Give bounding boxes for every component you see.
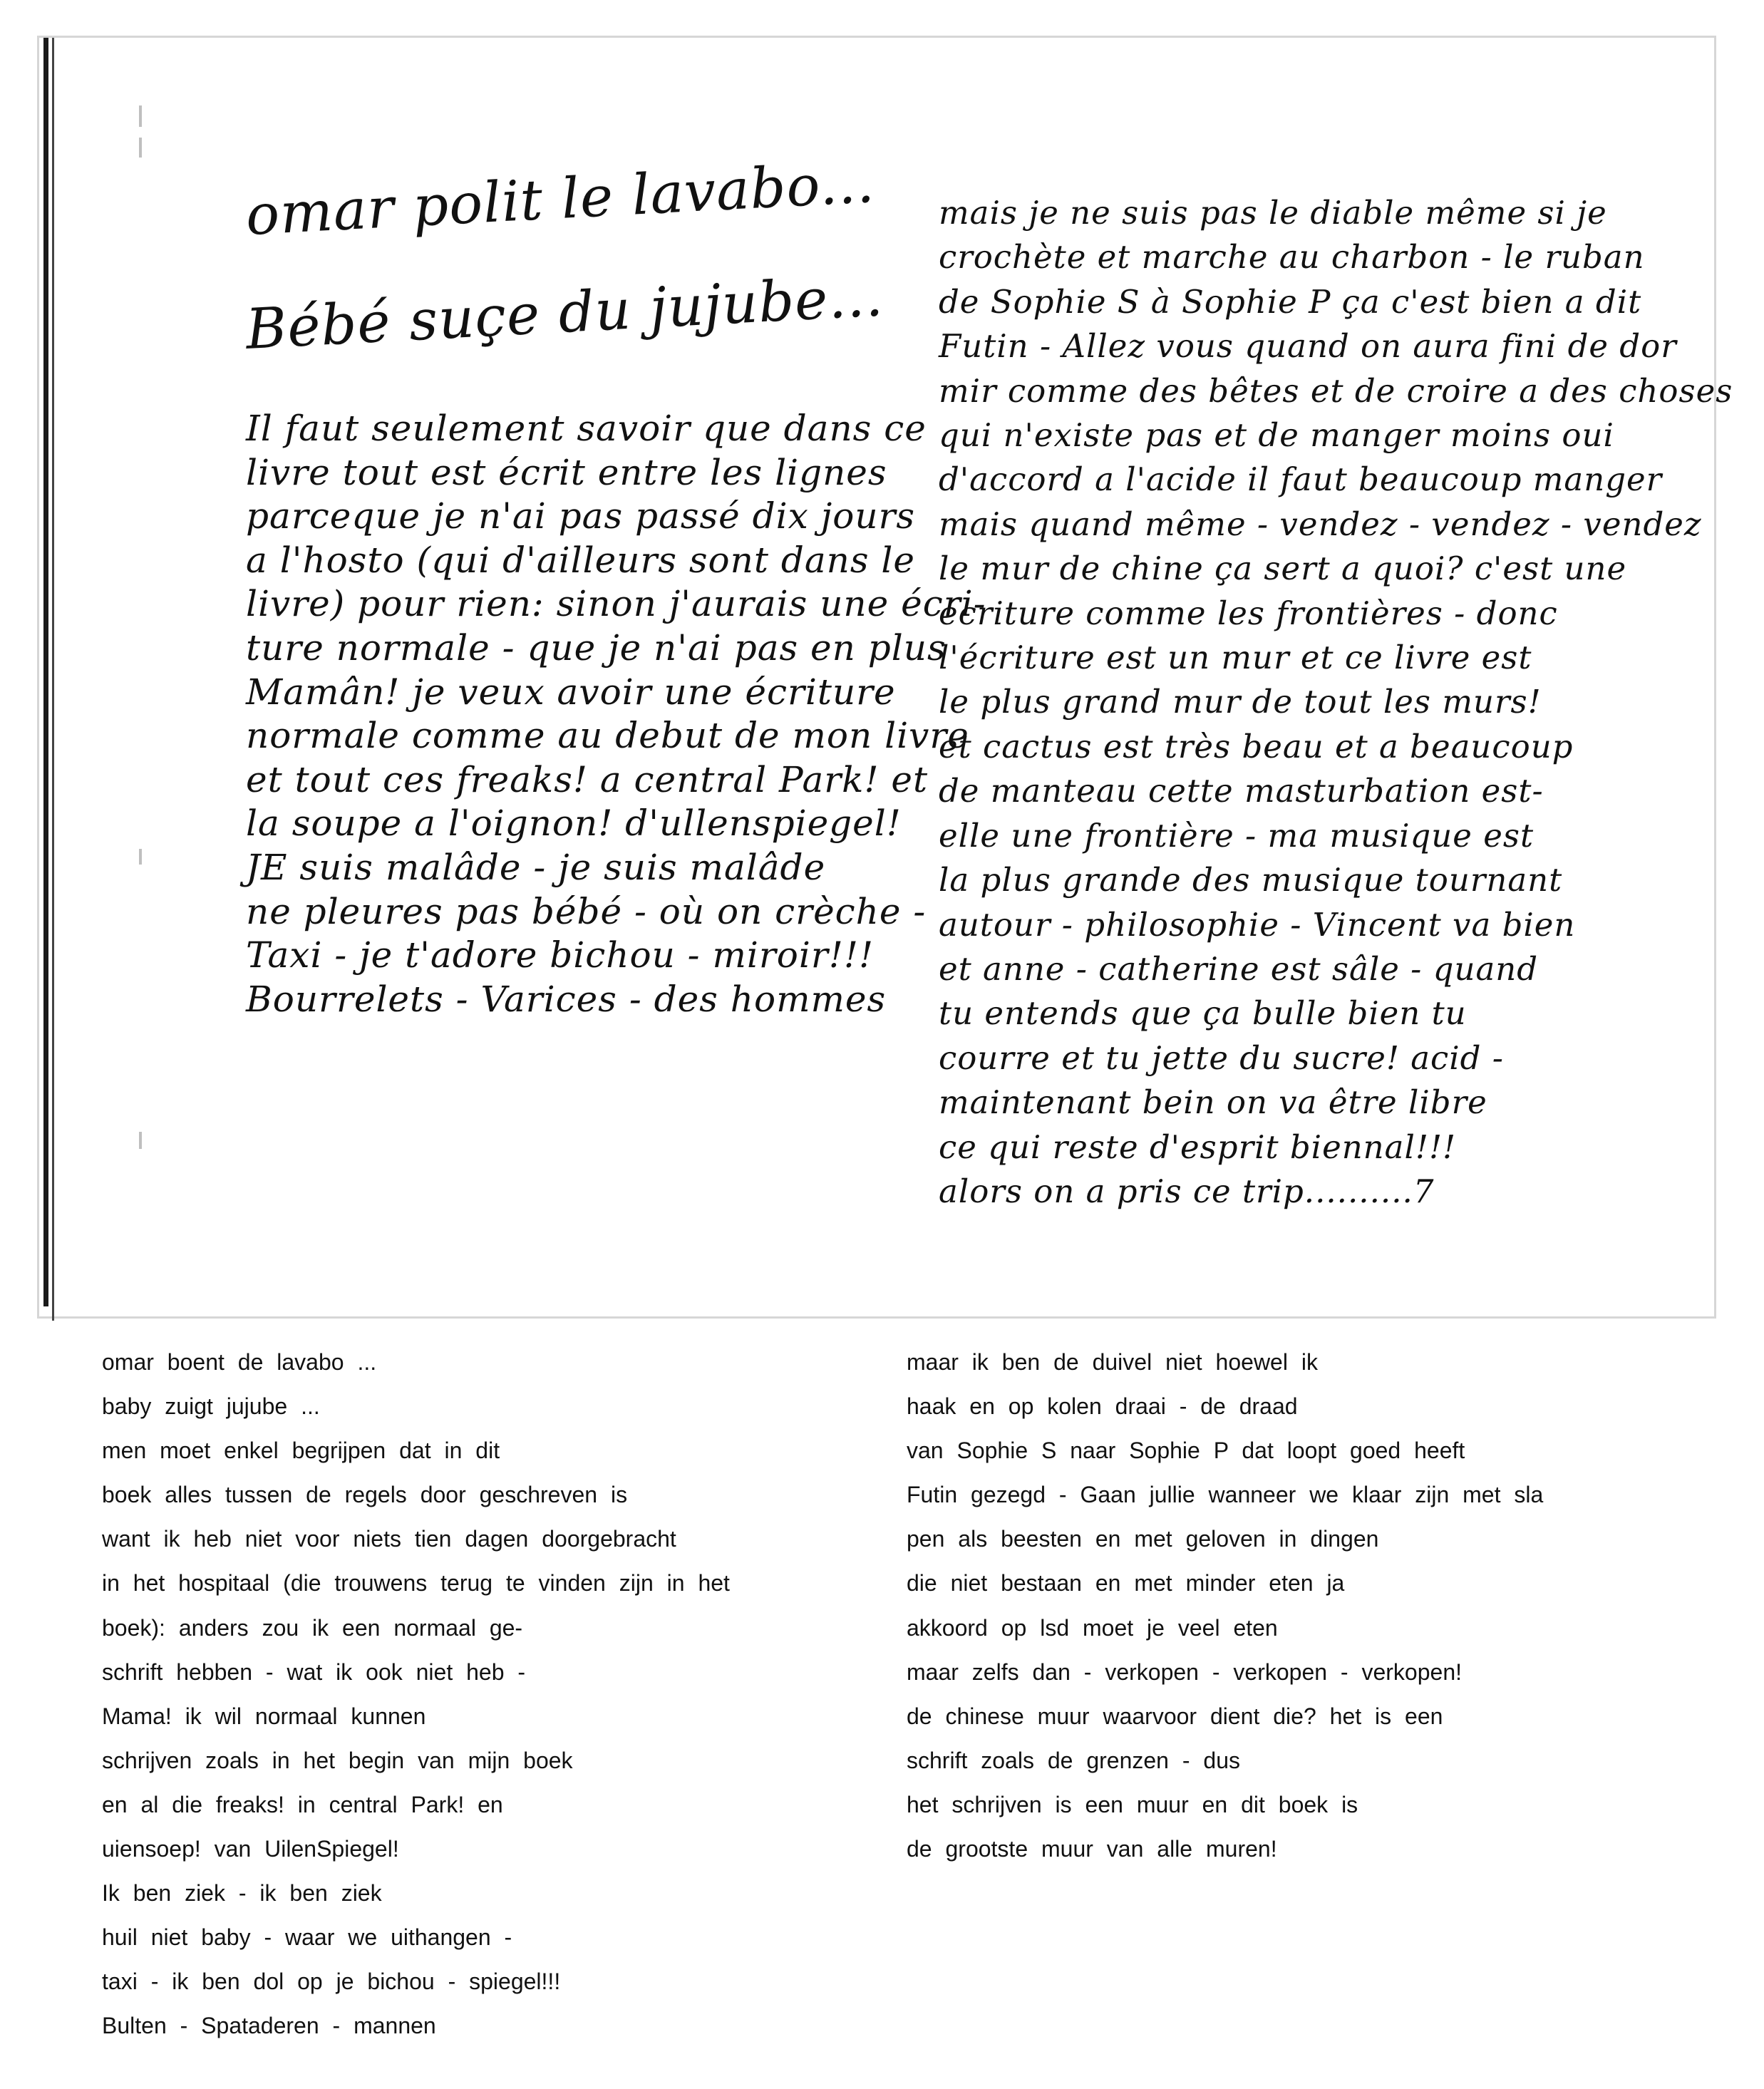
translation-line: pen als beesten en met geloven in dingen [907,1526,1379,1552]
scan-mark [139,105,142,127]
handwritten-line: ne pleures pas bébé - où on crèche - [246,890,927,932]
scan-mark [139,1132,142,1149]
handwritten-left-column [244,150,986,1021]
handwritten-line: la soupe a l'oignon! d'ullenspiegel! [246,803,902,845]
translation-right-column [907,1340,1726,1871]
translation-line: boek alles tussen de regels door geschreven is [102,1482,628,1508]
scan-mark [139,138,142,158]
handwritten-line: Futin - Allez vous quand on aura fini de dor [939,327,1677,366]
translation-line: Futin gezegd - Gaan jullie wanneer we klaar zijn met sla [907,1482,1544,1508]
translation-line: schrift zoals de grenzen - dus [907,1747,1240,1773]
handwritten-line: autour - philosophie - Vincent va bien [939,905,1576,944]
translation-line: Mama! ik wil normaal kunnen [102,1703,426,1729]
translation-line: Bulten - Spataderen - mannen [102,2013,436,2039]
binding-shadow [43,38,48,1306]
translation-line: omar boent de lavabo ... [102,1349,377,1375]
translation-line: Ik ben ziek - ik ben ziek [102,1880,382,1907]
handwritten-line: maintenant bein on va être libre [939,1083,1487,1122]
handwritten-line: le plus grand mur de tout les murs! [939,683,1542,721]
handwritten-page-scan [37,36,1733,1319]
translation-line: de grootste muur van alle muren! [907,1836,1277,1862]
handwritten-line: mir comme des bêtes et de croire a des choses [939,371,1733,410]
translation-line: het schrijven is een muur en dit boek is [907,1791,1358,1817]
handwritten-line: a l'hosto (qui d'ailleurs sont dans le [246,539,915,581]
translation-line: schrijven zoals in het begin van mijn boek [102,1747,573,1773]
translation-line: haak en op kolen draai - de draad [907,1393,1298,1420]
translation-line: men moet enkel begrijpen dat in dit [102,1438,500,1464]
scan-mark [139,849,142,865]
handwritten-line: mais quand même - vendez - vendez - vendez [939,505,1702,543]
handwritten-line: qui n'existe pas et de manger moins oui [939,416,1614,455]
translation-line: huil niet baby - waar we uithangen - [102,1924,512,1951]
translation-left-column [102,1340,872,2048]
handwritten-line: de Sophie S à Sophie P ça c'est bien a dit [939,282,1642,321]
translation-line: die niet bestaan en met minder eten ja [907,1570,1345,1597]
handwritten-left-lines [246,407,986,1021]
handwritten-line: la plus grande des musique tournant [939,861,1563,899]
handwritten-line: livre tout est écrit entre les lignes [246,451,887,493]
handwritten-line: tu entends que ça bulle bien tu [939,994,1467,1033]
handwritten-title-line: Bébé suçe du jujube... [244,264,885,362]
handwritten-line: parceque je n'ai pas passé dix jours [246,495,916,537]
translation-line: baby zuigt jujube ... [102,1393,320,1420]
handwritten-line: Il faut seulement savoir que dans ce [246,408,927,449]
translation-line: in het hospitaal (die trouwens terug te vinden zijn in het [102,1570,730,1597]
handwritten-line: crochète et marche au charbon - le ruban [939,238,1645,277]
handwritten-line: et anne - catherine est sâle - quand [939,949,1539,988]
handwritten-line: l'écriture est un mur et ce livre est [939,639,1532,677]
handwritten-line: mais je ne suis pas le diable même si je [939,194,1607,232]
binding-edge [52,38,54,1321]
handwritten-line: et cactus est très beau et a beaucoup [939,727,1574,765]
handwritten-line: Mamân! je veux avoir une écriture [246,671,896,713]
translation-line: want ik heb niet voor niets tien dagen doorgebracht [102,1526,676,1552]
handwritten-title-line: omar polit le lavabo... [244,150,877,248]
translation-line: uiensoep! van UilenSpiegel! [102,1836,399,1862]
handwritten-line: de manteau cette masturbation est- [939,772,1544,810]
handwritten-right-column [939,191,1733,1214]
handwritten-line: alors on a pris ce trip..........7 [939,1172,1435,1210]
translation-line: boek): anders zou ik een normaal ge- [102,1614,523,1641]
handwritten-line: elle une frontière - ma musique est [939,816,1535,855]
translation-line: schrift hebben - wat ik ook niet heb - [102,1659,526,1685]
handwritten-line: d'accord a l'acide il faut beaucoup manger [939,460,1663,499]
handwritten-line: et tout ces freaks! a central Park! et [246,758,929,800]
translation-line: taxi - ik ben dol op je bichou - spiegel!!! [102,1969,561,1995]
handwritten-line: écriture comme les frontières - donc [939,594,1558,632]
translation-line: akkoord op lsd moet je veel eten [907,1614,1278,1641]
translation-line: en al die freaks! in central Park! en [102,1791,503,1817]
translation-line: van Sophie S naar Sophie P dat loopt goed heeft [907,1438,1465,1464]
translation-line: de chinese muur waarvoor dient die? het is een [907,1703,1443,1729]
translation-line: maar zelfs dan - verkopen - verkopen - verkopen! [907,1659,1462,1685]
handwritten-line: courre et tu jette du sucre! acid - [939,1038,1504,1077]
handwritten-line: Taxi - je t'adore bichou - miroir!!! [246,934,875,976]
handwritten-line: ture normale - que je n'ai pas en plus [246,626,947,669]
handwritten-line: Bourrelets - Varices - des hommes [246,978,887,1020]
handwritten-line: le mur de chine ça sert a quoi? c'est une [939,550,1627,588]
handwritten-line: JE suis malâde - je suis malâde [246,846,826,888]
handwritten-line: normale comme au debut de mon livre [246,715,969,757]
translation-line: maar ik ben de duivel niet hoewel ik [907,1349,1318,1375]
handwritten-line: ce qui reste d'esprit biennal!!! [939,1128,1457,1166]
handwritten-line: livre) pour rien: sinon j'aurais une écri- [246,583,986,625]
